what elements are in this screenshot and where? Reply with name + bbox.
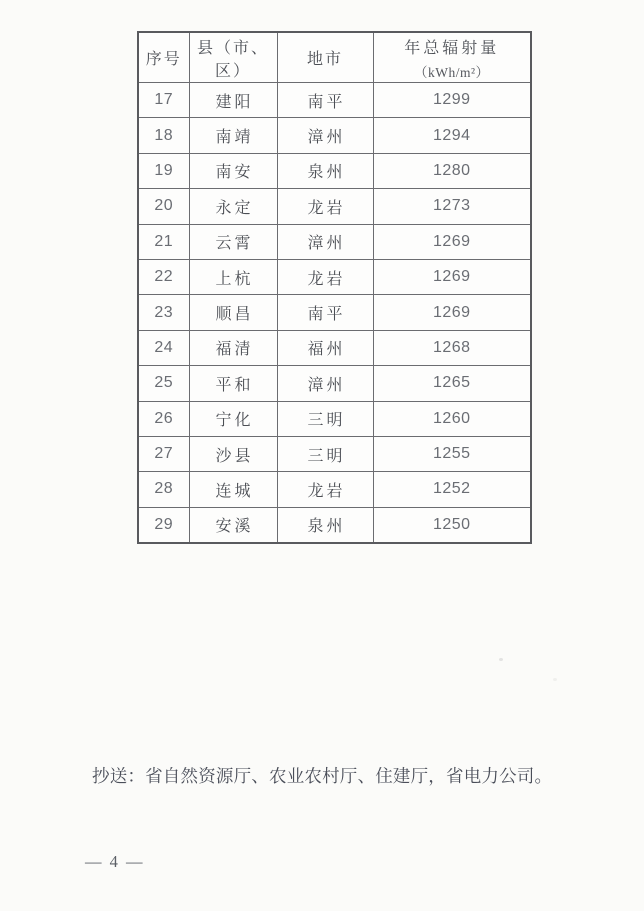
- scan-speck: [499, 658, 503, 661]
- cell-city: 三明: [277, 436, 373, 471]
- cell-city: 泉州: [277, 507, 373, 543]
- col-header-radiation-unit: （kWh/m²）: [413, 64, 490, 80]
- cell-value: 1299: [373, 83, 531, 118]
- scan-speck: [553, 678, 557, 681]
- table-row: [138, 224, 531, 259]
- cell-value: 1265: [373, 366, 531, 401]
- cell-city: 龙岩: [277, 259, 373, 294]
- table-row: [138, 259, 531, 294]
- cell-no: 17: [138, 83, 189, 118]
- table-row: [138, 83, 531, 118]
- cell-county: 南靖: [189, 118, 277, 153]
- table-row: [138, 472, 531, 507]
- table-row: [138, 507, 531, 543]
- cell-value: 1268: [373, 330, 531, 365]
- table-header-row: [138, 32, 531, 83]
- cell-no: 18: [138, 118, 189, 153]
- table-row: [138, 401, 531, 436]
- cell-city: 南平: [277, 295, 373, 330]
- col-header-index: 序号: [138, 32, 189, 83]
- cell-value: 1252: [373, 472, 531, 507]
- cell-value: 1294: [373, 118, 531, 153]
- cell-no: 27: [138, 436, 189, 471]
- radiation-table: [137, 31, 532, 544]
- cell-county: 沙县: [189, 436, 277, 471]
- cell-no: 19: [138, 153, 189, 188]
- col-header-city: 地市: [277, 32, 373, 83]
- cell-no: 26: [138, 401, 189, 436]
- cell-no: 23: [138, 295, 189, 330]
- cell-city: 泉州: [277, 153, 373, 188]
- cell-value: 1269: [373, 295, 531, 330]
- cell-county: 福清: [189, 330, 277, 365]
- col-header-radiation-title: 年总辐射量: [404, 39, 500, 57]
- cell-city: 福州: [277, 330, 373, 365]
- col-header-county: 县（市、区）: [189, 32, 277, 83]
- cell-city: 三明: [277, 401, 373, 436]
- cell-county: 顺昌: [189, 295, 277, 330]
- cell-value: 1273: [373, 189, 531, 224]
- cell-value: 1255: [373, 436, 531, 471]
- table-body: [138, 83, 531, 544]
- cell-value: 1280: [373, 153, 531, 188]
- cell-no: 29: [138, 507, 189, 543]
- table-row: [138, 295, 531, 330]
- table-row: [138, 366, 531, 401]
- cell-county: 安溪: [189, 507, 277, 543]
- cell-no: 22: [138, 259, 189, 294]
- table-row: [138, 189, 531, 224]
- cell-county: 南安: [189, 153, 277, 188]
- cell-no: 25: [138, 366, 189, 401]
- cell-county: 云霄: [189, 224, 277, 259]
- table-row: [138, 153, 531, 188]
- table-row: [138, 118, 531, 153]
- cell-county: 上杭: [189, 259, 277, 294]
- cell-no: 20: [138, 189, 189, 224]
- cell-county: 宁化: [189, 401, 277, 436]
- cell-city: 龙岩: [277, 189, 373, 224]
- cell-county: 建阳: [189, 83, 277, 118]
- cell-value: 1269: [373, 224, 531, 259]
- cell-county: 永定: [189, 189, 277, 224]
- cell-city: 漳州: [277, 224, 373, 259]
- cell-no: 28: [138, 472, 189, 507]
- table-row: [138, 330, 531, 365]
- cell-city: 龙岩: [277, 472, 373, 507]
- cell-county: 连城: [189, 472, 277, 507]
- col-header-radiation: [373, 32, 531, 83]
- table-row: [138, 436, 531, 471]
- cell-value: 1250: [373, 507, 531, 543]
- cell-value: 1269: [373, 259, 531, 294]
- page-number: — 4 —: [85, 852, 145, 871]
- cell-city: 南平: [277, 83, 373, 118]
- cell-city: 漳州: [277, 366, 373, 401]
- cell-value: 1260: [373, 401, 531, 436]
- cell-county: 平和: [189, 366, 277, 401]
- cell-city: 漳州: [277, 118, 373, 153]
- cc-line: 抄送：省自然资源厅、农业农村厅、住建厅，省电力公司。: [92, 766, 553, 786]
- cell-no: 24: [138, 330, 189, 365]
- cell-no: 21: [138, 224, 189, 259]
